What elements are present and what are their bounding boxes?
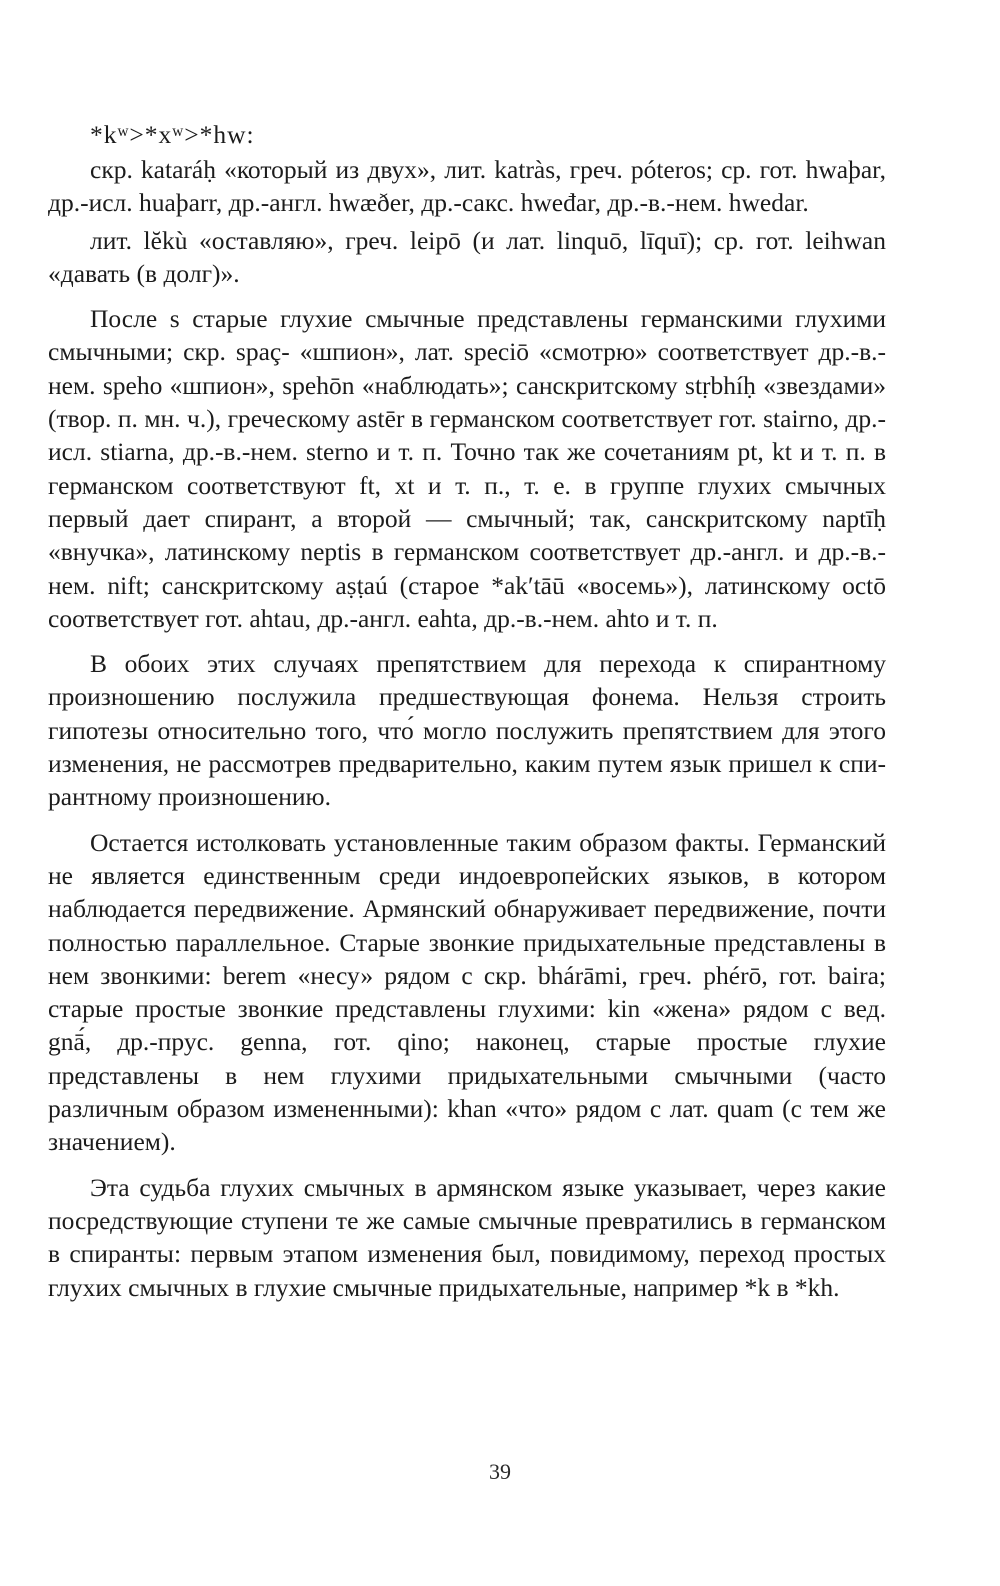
page-number: 39 xyxy=(489,1459,511,1484)
paragraph-armenian: Остается истолковать установленные таким образом факты. Германский не является единственным среди индоевропейских языков, в котором наблюдается передвижение. Армянский обнаруживает передвижение, почти полностью параллельное. Старые звонкие придыхательные представлены в нем звонкими: berem «несу» рядом с скр. bhárāmi, греч. phérō, гот. baira; старые простые звонкие представлены глухими: kin «жена» рядом с вед. gnā́, др.-прус. genna, гот. qino; наконец, старые простые глухие представлены в нем глухими придыхательными смычными (часто различным образом измененными): khan «что» рядом с лат. quam (с тем же значением). xyxy=(48,827,886,1157)
paragraph-examples-lithuanian: лит. lĕkù «оставляю», греч. leipō (и лат. linquō, līquī); ср. гот. leihwan «давать (в долг)». xyxy=(48,225,886,288)
paragraph-conclusion: Эта судьба глухих смычных в армянском языке указывает, через какие посредствующие ступени те же самые смычные превратились в германском в спиранты: первым этапом изменения был, повидимому, переход простых глухих смычных в глухие смычные придыхательные, например *k в *kh. xyxy=(48,1172,886,1302)
paragraph-after-s: После s старые глухие смычные представлены германскими глухими смычными; скр. spaç- «шпион», лат. speciō «смотрю» соответствует др.-в.-нем. speho «шпион», spehōn «наблюдать»; санскритскому stṛbhíḥ «звездами» (твор. п. мн. ч.), греческому astēr в германском соответствует гот. stairno, др.-исл. stiarna, др.-в.-нем. sterno и т. п. Точно так же сочетаниям pt, kt и т. п. в германском соответствуют ft, xt и т. п., т. е. в группе глухих смычных первый дает спирант, а второй — смычный; так, санскритскому naptīḥ «внучка», латинскому neptis в германском соответствует др.-англ. и др.-в.-нем. nift; санскритскому aṣṭaú (старое *ak′tāū «восемь»), латинскому octō соответствует гот. ahtau, др.-англ. eahta, др.-в.-нем. ahto и т. п. xyxy=(48,304,886,633)
sound-change-formula: *kʷ>*xʷ>*hw: xyxy=(90,120,255,149)
paragraph-both-cases: В обоих этих случаях препятствием для перехода к спирантному произношению послужила предшествующая фонема. Нельзя строить гипотезы относительно того, что́ могло послужить препятствием для этого изменения, не рассмотрев предварительно, каким путем язык пришел к спирантному произношению. xyxy=(48,649,886,812)
page-body xyxy=(48,118,886,1316)
paragraph-examples-sanskrit: скр. kataráḥ «который из двух», лит. katràs, греч. póteros; ср. гот. hwaþar, др.-исл. huaþarr, др.-англ. hwæðer, др.-сакс. hweđar, др.-в.-нем. hwedar. xyxy=(48,155,886,218)
